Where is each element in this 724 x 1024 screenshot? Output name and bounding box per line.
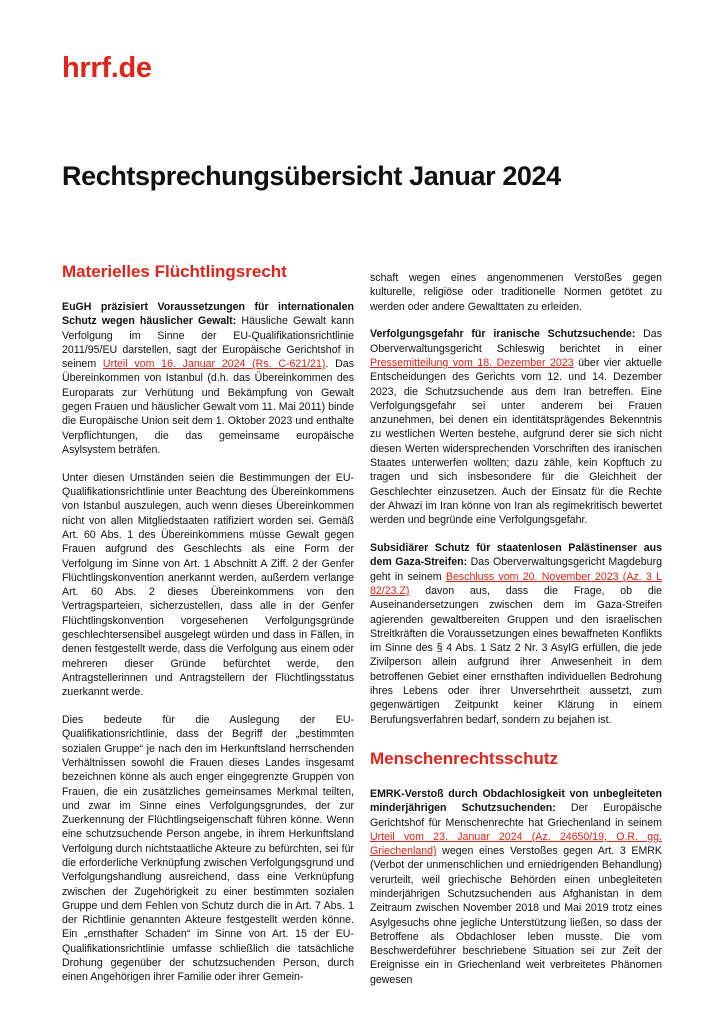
- paragraph-auslegung: Dies bedeute für die Auslegung der EU-Qualifikationsrichtlinie, dass der Begriff der „bestimmten sozialen Gruppe“ je nach den im Herkunftsland herrschenden Verhältnissen sowohl die Frauen dieses Landes insgesamt bezeichnen könne als auch enger eingegrenzte Gruppen von Frauen, die ein zusätzliches gemeinsames Merkmal teilten, und zwar im Sinne eines Verfolgungsgrundes, der zur Zuerkennung der Flüchtlingseigenschaft führen könne. Wenn eine schutzsuchende Person angebe, in ihrem Herkunftsland Verfolgung durch nichtstaatliche Akteure zu befürchten, sei für die erforderliche Verknüpfung zwischen Verfolgungsgrund und Verfolgungshandlung ausreichend, dass eine Verknüpfung zwischen der Zugehörigkeit zu einer bestimmten sozialen Gruppe und dem Fehlen von Schutz durch die in Art. 7 Abs. 1 der Richtlinie genannten Akteure festgestellt werden könne. Ein „ernsthafter Schaden“ im Sinne von Art. 15 der EU-Qualifikationsrichtlinie umfasse schließlich die tatsächliche Drohung gegenüber der schutzsuchenden Person, durch einen Angehörigen ihrer Familie oder ihrer Gemein-: [62, 714, 354, 984]
- article-text: . Das Übereinkommen von Istanbul (d.h. das Übereinkommen des Europarats zur Verhütung und Bekämpfung von Gewalt gegen Frauen und häuslicher Gewalt vom 11. Mai 2011) binde die Europäische Union seit dem 1. Oktober 2023 und enthalte Verpflichtungen, die das gemeinsame europäische Asylsystem beträfen.: [62, 358, 354, 456]
- article-lead: Verfolgungsgefahr für iranische Schutzsuchende:: [370, 328, 636, 341]
- article-iranische-schutzsuchende: [370, 327, 662, 527]
- article-lead: EMRK-Verstoß durch Obdachlosigkeit von unbegleiteten minderjährigen Schutzsuchenden:: [370, 787, 662, 815]
- article-text: Das Oberverwaltungsgericht Magdeburg geht in seinem: [370, 556, 662, 583]
- link-egmr-urteil[interactable]: Urteil vom 23. Januar 2024 (Az. 24650/19, O.R. gg. Griechenland): [370, 830, 662, 858]
- article-lead: Subsidiärer Schutz für staatenlosen Palästinenser aus dem Gaza-Streifen:: [370, 542, 662, 569]
- left-column: [62, 262, 354, 998]
- article-text: wegen eines Verstoßes gegen Art. 3 EMRK (Verbot der unmenschlichen und erniedrigenden Behandlung) verurteilt, weil griechische Behörden einen unbegleiteten minderjährigen Schutzsuchenden aus Afghanistan in dem Zeitraum zwischen November 2018 und Mai 2019 trotz eines Asylgesuchs ohne jegliche Unterstützung ließen, so dass der Betroffene als Obdachloser leben musste. Die vom Beschwerdeführer beschriebene Situation sei zur Zeit der Ereignisse ein in Griechenland weit verbreitetes Phänomen gewesen: [370, 845, 662, 986]
- article-text: Der Europäische Gerichtshof für Menschenrechte hat Griechenland in seinem: [370, 802, 662, 829]
- site-logo[interactable]: hrrf.de: [62, 52, 152, 84]
- article-text: davon aus, dass die Frage, ob die Auseinandersetzungen zwischen dem im Gaza-Streifen agierenden gewaltbereiten Gruppen und den israelischen Streitkräften die Voraussetzungen eines bewaffneten Konflikts im Sinne des § 4 Abs. 1 Satz 2 Nr. 3 AsylG erfüllen, die jede Zivilperson allein aufgrund ihrer Anwesenheit in dem betroffenen Gebiet einer ernsthaften individuellen Bedrohung ihres Lebens oder ihrer Unversehrtheit aussetzt, zum gegenwärtigen Zeitpunkt keiner Klärung in einem Berufungsverfahren bedarf, sondern zu bejahen ist.: [370, 584, 662, 726]
- section-heading-menschenrechtsschutz: Menschenrechtsschutz: [370, 748, 558, 768]
- article-text: über vier aktuelle Entscheidungen des Gerichts vom 12. und 14. Dezember 2023, die Schutzsuchende aus dem Iran betreffen. Eine Verfolgungsgefahr sei unter anderem bei Frauen anzunehmen, bei denen ein identitätsprägendes Bekenntnis zu westlichen Werten bestehe, aufgrund derer sie sich nicht diesen Werten widersprechenden Vorschriften des iranischen Staates unterwerfen wollten; dazu zähle, kein Kopftuch zu tragen und sich insbesondere für die Gleichheit der Geschlechter einzusetzen. Auch der Einsatz für die Rechte der Ahwazi im Iran könne von Iran als regimekritisch bewertet werden und begründe eine Verfolgungsgefahr.: [370, 356, 662, 527]
- section-heading-fluechtlingsrecht: Materielles Flüchtlingsrecht: [62, 262, 287, 281]
- article-text: Das Oberverwaltungsgericht Schleswig berichtet in einer: [370, 328, 662, 355]
- right-column: [370, 271, 662, 1001]
- article-emrk-obdachlosigkeit: [370, 787, 662, 987]
- article-palaestinenser-gaza: [370, 541, 662, 727]
- link-pressemitteilung[interactable]: Pressemitteilung vom 18. Dezember 2023: [370, 356, 574, 369]
- page-title: Rechtsprechungsübersicht Januar 2024: [62, 161, 561, 191]
- link-eugh-urteil[interactable]: Urteil vom 16. Januar 2024 (Rs. C-621/21): [102, 358, 326, 371]
- paragraph-continuation: schaft wegen eines angenommenen Verstoßes gegen kulturelle, religiöse oder traditionelle Normen getötet zu werden oder andere Gewalttaten zu erleiden.: [370, 272, 662, 313]
- article-lead: EuGH präzisiert Voraussetzungen für internationalen Schutz wegen häuslicher Gewalt:: [62, 301, 354, 328]
- article-eugh-haeusliche-gewalt: [62, 300, 354, 457]
- paragraph-istanbul-konvention: Unter diesen Umständen seien die Bestimmungen der EU-Qualifikationsrichtlinie unter Beachtung des Übereinkommens von Istanbul auszulegen, auch wenn dieses Übereinkommen nicht von allen Mitgliedstaaten ratifiziert worden sei. Gemäß Art. 60 Abs. 1 des Übereinkommens müsse Gewalt gegen Frauen aufgrund des Geschlechts als eine Form der Verfolgung im Sinne von Art. 1 Abschnitt A Ziff. 2 der Genfer Flüchtlingskonvention anerkannt werden, außerdem verlange Art. 60 Abs. 2 dieses Übereinkommens von den Vertragsparteien, sicherzustellen, dass alle in der Genfer Flüchtlingskonvention vorgesehenen Verfolgungsgründe geschlechtersensibel ausgelegt würden und dass in Fällen, in denen festgestellt werde, dass die Verfolgung aus einem oder mehreren dieser Gründe befürchtet werde, den Antragstellerinnen und Antragstellern der Flüchtlingsstatus zuerkannt werde.: [62, 471, 354, 699]
- link-beschluss-magdeburg[interactable]: Beschluss vom 20. November 2023 (Az. 3 L 82/23.Z): [370, 570, 662, 597]
- article-text: Häusliche Gewalt kann Verfolgung im Sinne der EU-Qualifikationsrichtlinie 2011/95/EU darstellen, sagt der Europäische Gerichtshof in seinem: [62, 315, 354, 371]
